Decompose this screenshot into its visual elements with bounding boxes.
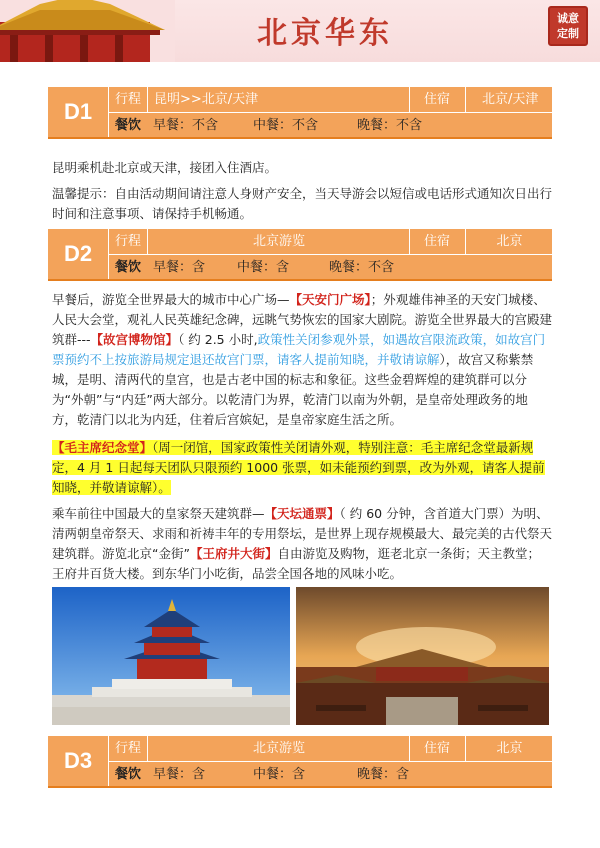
day-label: D3 xyxy=(48,736,109,786)
mausoleum-notice: （周一闭馆，国家政策性关闭请外观，特别注意：毛主席纪念堂最新规定，4 月 1 日起每天团队只限预约 1000 张票，如未能预约到票，改为外观，请客人提前知晓，并敬请谅解）。 xyxy=(52,440,545,495)
day-header-d3 xyxy=(48,736,552,788)
stay-label: 住宿 xyxy=(409,736,450,761)
route-value: 昆明>>北京/天津 xyxy=(147,87,258,112)
route-label: 行程 xyxy=(115,741,142,756)
day-route-row xyxy=(109,736,552,762)
text-run: ），故宫又称紫禁城，是明、清两代的皇宫，也是古老中国的标志和象征。这些金碧辉煌的建筑群可以分为“外朝”与“内廷”两大部分。以乾清门为界，乾清门以南为外朝，是皇帝处理政务的地方，乾清门以北为内廷，住着后宫嫔妃，是皇帝家庭生活之所。 xyxy=(52,352,534,427)
day-route-row xyxy=(109,229,552,255)
day-label: D2 xyxy=(48,229,109,279)
route-value: 北京游览 xyxy=(147,736,410,761)
palace-roof-image xyxy=(0,0,175,62)
seal-line-1: 诚意 xyxy=(557,12,579,25)
text-run: （ 约 60 分钟，含首道大门票）为明、清两朝皇帝祭天、求雨和祈祷丰年的专用祭坛，是世界上现存规模最大、最完美的古代祭天建筑群。游览北京“金街” xyxy=(52,506,553,561)
day-route-row xyxy=(109,87,552,113)
stay-value: 北京 xyxy=(465,736,553,761)
seal-stamp xyxy=(548,6,588,46)
stay-value: 北京 xyxy=(465,229,553,254)
meals-label: 餐饮 xyxy=(115,767,142,782)
day-meal-row xyxy=(109,762,552,787)
route-label: 行程 xyxy=(115,92,142,107)
stay-label: 住宿 xyxy=(409,229,450,254)
meals-label: 餐饮 xyxy=(115,260,142,275)
breakfast-value: 早餐：含 xyxy=(153,767,206,782)
day-label: D1 xyxy=(48,87,109,137)
text-run: 自由游览及购物，逛老北京一条街；天主教堂；王府井百货大楼。到东华门小吃街，品尝全国各地的风味小吃。 xyxy=(52,546,540,581)
temple-of-heaven-photo xyxy=(52,587,290,725)
attraction-tiananmen: 【天安门广场】 xyxy=(289,292,371,307)
day-meal-row xyxy=(109,255,552,280)
dinner-value: 晚餐：不含 xyxy=(357,118,423,133)
dinner-value: 晚餐：含 xyxy=(357,767,410,782)
day-header-d1 xyxy=(48,87,552,139)
breakfast-value: 早餐：不含 xyxy=(153,118,219,133)
attraction-temple-of-heaven: 【天坛通票】 xyxy=(264,506,340,521)
page-title: 北京华东 xyxy=(257,16,393,51)
attraction-palace-museum: 【故宫博物馆】 xyxy=(90,332,179,347)
seal-line-2: 定制 xyxy=(557,27,579,40)
stay-label: 住宿 xyxy=(409,87,450,112)
d2-paragraph-1 xyxy=(52,290,552,430)
text-run: 早餐后，游览全世界最大的城市中心广场— xyxy=(52,292,290,307)
lunch-value: 中餐：含 xyxy=(253,767,306,782)
day-header-d2 xyxy=(48,229,552,281)
meals-label: 餐饮 xyxy=(115,118,142,133)
route-label: 行程 xyxy=(115,234,142,249)
lunch-value: 中餐：不含 xyxy=(253,118,319,133)
text-run: （ 约 2.5 小时, xyxy=(178,332,258,347)
text-run: ；外观雄伟神圣的天安门城楼、人民大会堂，观礼人民英雄纪念碑，远眺气势恢宏的国家大剧院。游览全世界最大的宫殿建筑群--- xyxy=(52,292,553,347)
breakfast-value: 早餐：含 xyxy=(153,260,206,275)
lunch-value: 中餐：含 xyxy=(237,260,290,275)
day-meal-row xyxy=(109,113,552,138)
stay-value: 北京/天津 xyxy=(465,87,538,112)
d1-paragraph-1: 昆明乘机赴北京或天津，接团入住酒店。 xyxy=(52,160,278,175)
header-banner xyxy=(0,0,600,62)
d2-paragraph-3 xyxy=(52,504,552,584)
policy-notice: 政策性关闭参观外景，如遇故宫限流政策，如故宫门票预约不上按旅游局规定退还故宫门票，请客人提前知晓，并敬请谅解 xyxy=(52,332,546,367)
dinner-value: 晚餐：不含 xyxy=(329,260,395,275)
text-run: 乘车前往中国最大的皇家祭天建筑群— xyxy=(52,506,265,521)
attraction-wangfujing: 【王府井大街】 xyxy=(189,546,278,561)
d2-paragraph-2 xyxy=(52,438,552,498)
route-value: 北京游览 xyxy=(147,229,410,254)
photo-row xyxy=(52,587,549,725)
d1-paragraph-2: 温馨提示：自由活动期间请注意人身财产安全，当天导游会以短信或电话形式通知次日出行时间和注意事项、请保持手机畅通。 xyxy=(52,186,553,221)
forbidden-city-photo xyxy=(296,587,549,725)
attraction-mausoleum: 【毛主席纪念堂】 xyxy=(52,440,153,455)
